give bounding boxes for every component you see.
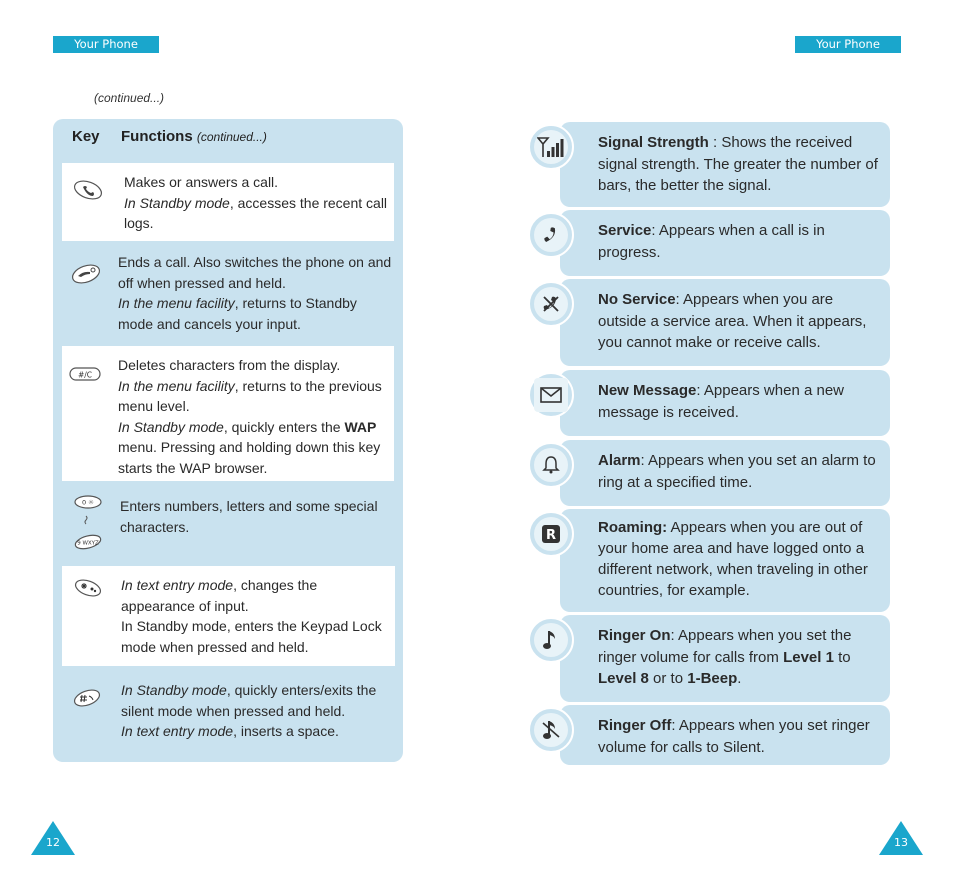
- key-row-numbers-text: [120, 496, 390, 537]
- section-tab-left: Your Phone: [53, 36, 159, 53]
- key-row-clear-text: [118, 355, 390, 478]
- signal-strength-icon: [528, 124, 574, 170]
- key-row-clear: [62, 346, 394, 481]
- function-line: [124, 172, 388, 193]
- text-run: , returns to the previous menu level.: [118, 377, 382, 414]
- text-run: , quickly enters/exits the silent mode when pressed and held.: [121, 682, 377, 719]
- status-item-roaming: [528, 509, 890, 612]
- key-row-star-text: [121, 575, 393, 657]
- bold-text: WAP: [344, 418, 377, 435]
- star-key-icon: [72, 577, 104, 605]
- text-run: .: [737, 670, 742, 687]
- text-run: , accesses the recent call logs.: [124, 194, 388, 231]
- bold-text: Level 1: [783, 648, 834, 666]
- italic-text: In text entry mode: [121, 577, 234, 593]
- roaming-icon-label: R: [545, 528, 557, 543]
- status-item-service: [528, 210, 890, 276]
- function-line: [118, 252, 392, 293]
- bold-text: Service: [598, 222, 652, 239]
- italic-text: In the menu facility: [118, 295, 235, 311]
- text-run: Deletes characters from the display.: [118, 357, 341, 373]
- status-item-signal-text: [598, 132, 880, 197]
- text-run: Makes or answers a call.: [124, 174, 279, 190]
- section-tab-right: Your Phone: [795, 36, 901, 53]
- text-run: Ends a call. Also switches the phone on and off when pressed and held.: [118, 254, 392, 291]
- function-line: [118, 376, 390, 417]
- number-key-bottom-label: 9 WXYZ: [77, 540, 99, 547]
- ringer-on-icon: [528, 617, 574, 663]
- bold-text: New Message: [598, 382, 697, 399]
- function-line: [118, 355, 390, 376]
- function-line: [121, 575, 393, 616]
- roaming-icon: [528, 511, 574, 557]
- continued-note: (continued...): [94, 91, 165, 105]
- text-run: , inserts a space.: [233, 723, 339, 739]
- status-item-ringer-on-text: [598, 625, 880, 690]
- key-row-hash: [62, 670, 394, 752]
- italic-text: In the menu facility: [118, 377, 235, 394]
- bold-text: No Service: [598, 291, 676, 308]
- text-run: In Standby mode, enters the Keypad Lock mode when pressed and held.: [121, 618, 382, 655]
- italic-text: In Standby mode: [118, 418, 224, 435]
- number-keys-icon: [72, 492, 104, 560]
- text-run: : Shows the received signal strength. The greater the number of bars, the better the signal.: [598, 134, 878, 194]
- status-item-roaming-text: [598, 517, 880, 601]
- function-line: [118, 417, 390, 479]
- no-service-icon: [528, 281, 574, 327]
- send-key-icon: [72, 179, 104, 207]
- column-header-key: Key: [72, 128, 100, 145]
- status-item-alarm-text: [598, 450, 880, 493]
- bold-text: Level 8: [598, 670, 649, 687]
- text-run: : Appears when you are outside a service area. When it appears, you cannot make or receive calls.: [598, 291, 867, 351]
- bold-text: Roaming:: [598, 519, 668, 536]
- ringer-off-icon: [528, 707, 574, 753]
- status-item-new-message: [528, 370, 890, 436]
- key-row-star: [62, 566, 395, 666]
- bold-text: Ringer On: [598, 627, 671, 644]
- page-number-right: [879, 821, 923, 855]
- function-line: [121, 680, 393, 721]
- key-row-numbers: [62, 485, 394, 563]
- function-line: [121, 721, 393, 742]
- status-item-signal: [528, 122, 890, 207]
- status-item-alarm: [528, 440, 890, 506]
- text-run: to: [833, 648, 851, 666]
- functions-label: Functions: [121, 128, 193, 145]
- end-key-icon: [70, 263, 102, 291]
- bold-text: Alarm: [598, 452, 641, 469]
- bold-text: 1-Beep: [687, 670, 738, 687]
- function-line: [120, 496, 390, 537]
- text-run: menu. Pressing and holding down this key starts the WAP browser.: [118, 439, 381, 476]
- alarm-icon: [528, 442, 574, 488]
- key-row-hash-text: [121, 680, 393, 742]
- status-item-ringer-off: [528, 705, 890, 765]
- text-run: : Appears when you set the ringer volume for calls from: [598, 627, 852, 666]
- function-line: [118, 293, 392, 334]
- clear-key-icon: [69, 366, 101, 387]
- new-message-icon: [528, 372, 574, 418]
- page-number-left: [31, 821, 75, 855]
- key-row-end: [62, 243, 394, 343]
- text-run: : Appears when a new message is received.: [598, 382, 844, 421]
- number-key-top-label: 0 ☼: [81, 498, 95, 507]
- text-run: , returns to Standby mode and cancels your input.: [118, 295, 357, 332]
- text-run: Enters numbers, letters and some special characters.: [120, 498, 378, 535]
- clear-key-label: #/C: [77, 370, 93, 380]
- bold-text: Ringer Off: [598, 717, 672, 734]
- italic-text: In Standby mode: [121, 682, 227, 698]
- page-number-right-text: 13: [894, 836, 908, 849]
- status-item-ringer-on: [528, 615, 890, 702]
- key-row-end-text: [118, 252, 392, 334]
- column-header-functions: [121, 128, 267, 145]
- status-item-new-message-text: [598, 380, 880, 423]
- status-item-no-service-text: [598, 289, 880, 354]
- italic-text: In Standby mode: [124, 194, 230, 211]
- service-icon: [528, 212, 574, 258]
- functions-continued-note: (continued...): [196, 130, 267, 144]
- page-number-left-text: 12: [46, 836, 60, 849]
- status-item-service-text: [598, 220, 880, 263]
- text-run: : Appears when you set an alarm to ring at a specified time.: [598, 452, 876, 491]
- function-line: [121, 616, 393, 657]
- hash-key-icon: [71, 687, 103, 715]
- text-run: , changes the appearance of input.: [121, 577, 318, 614]
- text-run: Appears when you are out of your home area and have logged onto a different network, when traveling in other countries, for example.: [598, 519, 868, 599]
- bold-text: Signal Strength: [598, 134, 709, 151]
- status-item-no-service: [528, 279, 890, 366]
- function-line: [124, 193, 388, 234]
- key-row-send-text: [124, 172, 388, 234]
- text-run: : Appears when you set ringer volume for calls to Silent.: [598, 717, 870, 756]
- italic-text: In text entry mode: [121, 723, 234, 739]
- text-run: , quickly enters the: [223, 418, 345, 435]
- key-row-send: [62, 163, 394, 241]
- text-run: or to: [648, 670, 688, 687]
- status-item-ringer-off-text: [598, 715, 880, 758]
- text-run: : Appears when a call is in progress.: [598, 222, 825, 261]
